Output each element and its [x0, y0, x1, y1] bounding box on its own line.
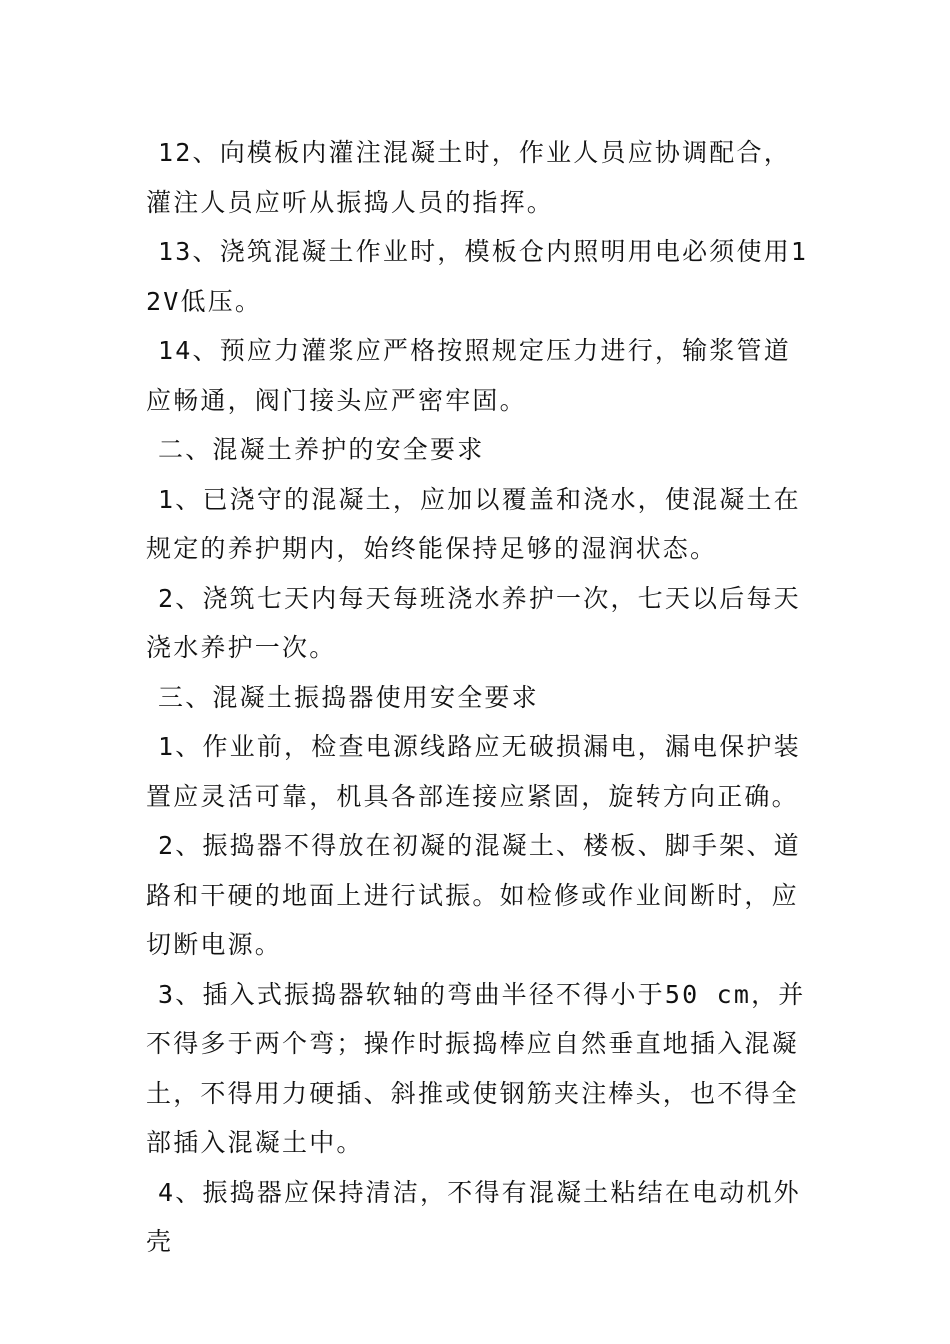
- paragraph-item-12: 12、向模板内灌注混凝土时，作业人员应协调配合，灌注人员应听从振捣人员的指挥。: [146, 138, 791, 217]
- section-heading-curing: 二、混凝土养护的安全要求: [158, 435, 485, 464]
- paragraph-vibrator-1: 1、作业前，检查电源线路应无破损漏电，漏电保护装置应灵活可靠，机具各部连接应紧固，旋转方向正确。: [146, 732, 801, 811]
- paragraph-vibrator-2: 2、振捣器不得放在初凝的混凝土、楼板、脚手架、道路和干硬的地面上进行试振。如检修或作业间断时，应切断电源。: [146, 831, 801, 959]
- paragraph-vibrator-3: 3、插入式振捣器软轴的弯曲半径不得小于50 cm，并不得多于两个弯；操作时振捣棒应自然垂直地插入混凝土，不得用力硬插、斜推或使钢筋夹注棒头，也不得全部插入混凝土中。: [146, 979, 806, 1157]
- section-heading-vibrator: 三、混凝土振捣器使用安全要求: [158, 682, 539, 712]
- paragraph-curing-1: 1、已浇守的混凝土，应加以覆盖和浇水，使混凝土在规定的养护期内，始终能保持足够的湿润状态。: [146, 484, 801, 563]
- document-body: [146, 128, 810, 1267]
- paragraph-item-14: 14、预应力灌浆应严格按照规定压力进行，输浆管道应畅通，阀门接头应严密牢固。: [146, 336, 791, 415]
- paragraph-curing-2: 2、浇筑七天内每天每班浇水养护一次，七天以后每天浇水养护一次。: [146, 583, 801, 662]
- paragraph-item-13: 13、浇筑混凝土作业时，模板仓内照明用电必须使用12V低压。: [146, 237, 809, 316]
- paragraph-vibrator-4: 4、振捣器应保持清洁，不得有混凝土粘结在电动机外壳: [146, 1177, 801, 1256]
